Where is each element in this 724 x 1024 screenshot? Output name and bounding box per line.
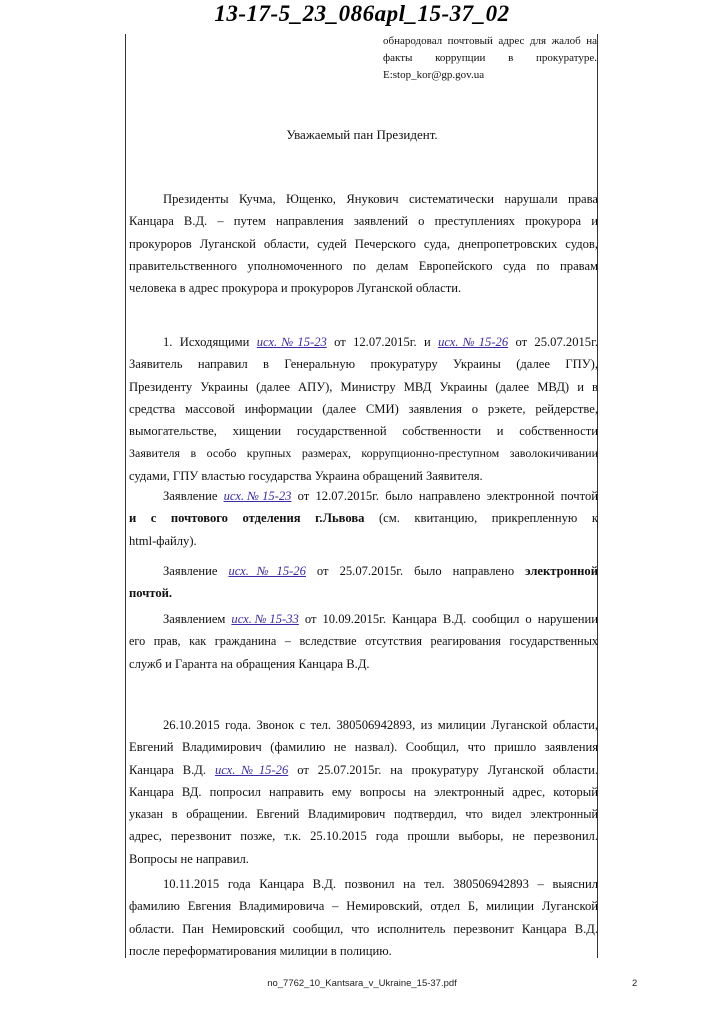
text-span: Канцара В.Д. — [129, 762, 215, 777]
address-email: E:stop_kor@gp.gov.ua — [383, 69, 485, 81]
link-ref-15-26[interactable]: исх.№15-26 — [438, 335, 509, 349]
left-margin-rule — [125, 34, 126, 958]
text-span: Заявление — [163, 489, 224, 503]
text-line: 26.10.2015 года. Звонок с тел. 380506942893, из милиции Луганской области, — [163, 718, 598, 732]
text-line — [129, 507, 598, 529]
footer-filename: no_7762_10_Kantsara_v_Ukraine_15-37.pdf — [267, 978, 457, 989]
text-line: средства массовой информации (далее СМИ) заявления о рэкете, рейдерстве, — [129, 401, 598, 416]
text-span: 1. Исходящими — [163, 335, 257, 349]
text-line: адрес, перезвонит позже, т.к. 25.10.2015 года прошли выборы, не перезвонил. — [129, 829, 598, 844]
text-line: правительственного уполномоченного по делам Европейского суда по правам — [129, 258, 598, 273]
paragraph-1 — [129, 331, 598, 487]
text-line: указан в обращении. Евгений Владимирович подтвердил, что видел электронный — [129, 807, 598, 822]
text-line — [129, 331, 598, 353]
text-line — [129, 560, 598, 582]
text-line — [129, 608, 598, 630]
text-span: от 25.07.2015г. было направлено — [305, 564, 526, 578]
text-line: Вопросы не направил. — [129, 851, 249, 866]
link-ref-15-33[interactable]: исх.№15-33 — [231, 612, 299, 626]
text-line: html-файлу). — [129, 533, 197, 548]
text-line: Канцара ВД. попросил направить ему вопросы на электронный адрес, который — [129, 784, 598, 799]
address-block — [383, 33, 597, 84]
text-span: Заявлением — [163, 612, 232, 626]
address-line: обнародовал почтовый адрес для жалоб на — [383, 35, 597, 47]
text-line: Президенты Кучма, Ющенко, Янукович систематически нарушали права — [163, 192, 598, 206]
paragraph-5 — [129, 714, 598, 870]
text-span: от 25.07.2015г. — [508, 335, 598, 349]
link-ref-15-26[interactable]: исх.№15-26 — [228, 564, 306, 578]
document-title: 13-17-5_23_086apl_15-37_02 — [214, 1, 510, 26]
text-span: от 12.07.2015г. было направлено электронной почтой — [291, 489, 598, 503]
text-span: от 10.09.2015г. Канцара В.Д. сообщил о нарушении — [298, 612, 598, 626]
intro-paragraph — [129, 188, 598, 299]
address-line: факты коррупции в прокуратуре. — [383, 52, 597, 64]
text-line: Заявитель направил в Генеральную прокуратуру Украины (далее ГПУ), — [129, 357, 598, 372]
text-line: судами, ГПУ властью государства Украина обращений Заявителя. — [129, 468, 483, 483]
text-line: вымогательстве, хищении государственной собственности и собственности — [129, 424, 598, 439]
text-line: фамилию Евгения Владимировича – Немировский, отдел Б, милиции Луганской — [129, 899, 598, 914]
text-span: (см. квитанцию, прикрепленную к — [364, 511, 598, 526]
text-span: Заявление — [163, 564, 229, 578]
link-ref-15-23[interactable]: исх.№15-23 — [223, 489, 292, 503]
paragraph-2 — [129, 485, 598, 552]
text-line: после переформатирования милиции в полицию. — [129, 943, 392, 958]
paragraph-6 — [129, 873, 598, 962]
text-line: человека в адрес прокурора и прокуроров Луганской области. — [129, 281, 462, 296]
text-line — [129, 582, 598, 604]
paragraph-3 — [129, 560, 598, 605]
text-line: Президенту Украины (далее АПУ), Министру МВД Украины (далее МВД) и в — [129, 379, 598, 394]
bold-text: почтой. — [129, 586, 173, 601]
salutation: Уважаемый пан Президент. — [286, 127, 438, 142]
text-line: Евгений Владимирович (фамилию не назвал). Сообщил, что пришло заявления — [129, 740, 598, 755]
text-line: его прав, как гражданина – вследствие отсутствия реагирования государственных — [129, 634, 598, 649]
link-ref-15-26[interactable]: исх.№15-26 — [214, 762, 289, 777]
text-line: Заявителя в особо крупных размерах, коррупционно-преступном заволокичивании — [129, 446, 598, 461]
paragraph-4 — [129, 608, 598, 675]
text-line — [129, 485, 598, 507]
text-line: служб и Гаранта на обращения Канцара В.Д. — [129, 656, 370, 671]
link-ref-15-23[interactable]: исх.№15-23 — [256, 335, 327, 349]
text-line: прокуроров Луганской области, судей Печерского суда, днепропетровских судов, — [129, 236, 598, 251]
text-span: от 25.07.2015г. на прокуратуру Луганской области. — [288, 762, 598, 777]
text-line: 10.11.2015 года Канцара В.Д. позвонил на тел. 380506942893 – выяснил — [163, 877, 598, 891]
text-line: области. Пан Немировский сообщил, что исполнитель перезвонит Канцара В.Д. — [129, 921, 598, 936]
text-line — [129, 759, 598, 781]
bold-text: электронной — [525, 564, 598, 578]
text-line: Канцара В.Д. – путем направления заявлений о преступлениях прокурора и — [129, 214, 598, 229]
bold-text: и с почтового отделения г.Львова — [129, 511, 365, 526]
page-number: 2 — [632, 978, 638, 989]
text-span: от 12.07.2015г. и — [326, 335, 439, 349]
